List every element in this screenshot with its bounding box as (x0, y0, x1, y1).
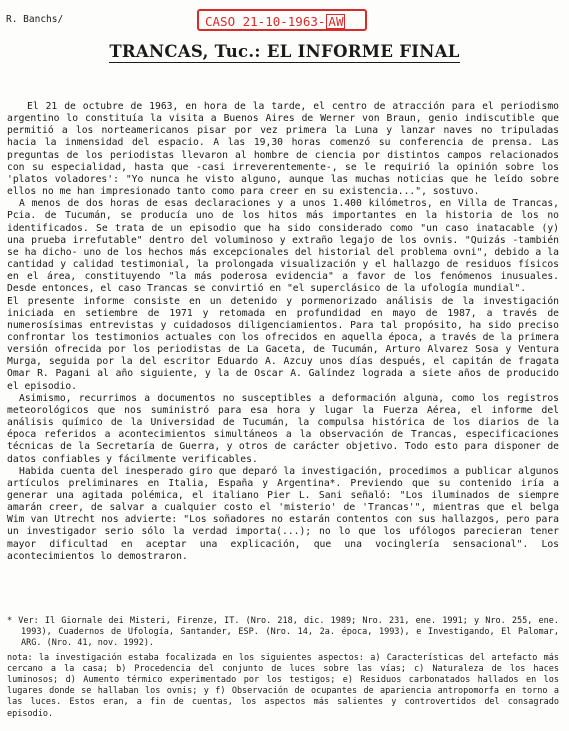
body-paragraph: El 21 de octubre de 1963, en hora de la tarde, el centro de atracción para el periodismo argentino lo constituía la visita a Buenos Aires de Werner von Braun, genio indiscutible que permitió a los norteamericanos pisar por vez primera la Luna y lanzar naves no tripuladas hacia la inmensidad del espacio. A las 19,30 horas comenzó su conferencia de prensa. Las preguntas de los periodistas llevaron al hombre de ciencia por distintos campos relacionados con su especialidad, hasta que -casi irreverentemente-, se le requirió la opinión sobre los 'platos voladores': "Yo nunca he visto alguno, aunque las muchas noticias que he leído sobre ellos no me han impresionado tanto como para creer en su existencia...", sostuvo. (7, 101, 559, 198)
document-title-text: TRANCAS, Tuc.: EL INFORME FINAL (109, 42, 460, 61)
document-body (7, 101, 559, 563)
footnote-note: nota: la investigación estaba focalizada en los siguientes aspectos: a) Características del artefacto más cercano a la casa; b) Procedencia del conjunto de luces sobre las vías; c) Naturaleza de los haces luminosos; d) Aumento térmico experimentado por los testigos; e) Residuos carbonatados hallados en los lugares donde se hallaban los ovnis; y f) Observación de ocupantes de apariencia antropomorfa en torno a las luces. Estos eran, a fin de cuentas, los aspectos más salientes y controvertidos del consagrado episodio. (7, 652, 559, 719)
case-stamp-text: CASO 21-10-1963- (205, 14, 326, 29)
body-paragraph: A menos de dos horas de esas declaraciones y a unos 1.400 kilómetros, en Villa de Trancas, Pcia. de Tucumán, se producía uno de los hitos más importantes en la historia de los no identificados. Se trata de un episodio que ha sido considerado como "un caso inatacable (y) una prueba irrefutable" dentro del voluminoso y extraño legajo de los ovnis. "Quizás -también se ha dicho- uno de los hechos más excepcionales del historial del problema ovni", debido a la cantidad y calidad testimonial, la prolongada visualización y el hallazgo de residuos físicos en el área, constituyendo "la más poderosa evidencia" a favor de los fenómenos inusuales. Desde entonces, el caso Trancas se convirtió en "el superclásico de la ufología mundial". (7, 198, 559, 295)
body-paragraph: Asimismo, recurrimos a documentos no susceptibles a deformación alguna, como los registros meteorológicos que nos suministró para esa hora y lugar la Fuerza Aérea, el informe del análisis químico de la Universidad de Tucumán, la compulsa histórica de los diarios de la época referidos a acontecimientos simultáneos a la observación de Trancas, especificaciones técnicas de la Secretaría de Guerra, y otros de carácter objetivo. Todo esto para disponer de datos confiables y fácilmente verificables. (7, 392, 559, 465)
case-stamp-code: AW (328, 14, 344, 29)
author-initials: R. Banchs/ (6, 14, 64, 25)
body-paragraph: El presente informe consiste en un detenido y pormenorizado análisis de la investigación iniciada en setiembre de 1971 y retomada en profundidad en mayo de 1987, a través de numerosísimas entrevistas y cuidadosos diligenciamientos. Para tal propósito, ha sido preciso confrontar los testimonios actuales con los ofrecidos en aquella época, a través de la primera versión ofrecida por los periodistas de La Gaceta, de Tucumán, Arturo Alvarez Sosa y Ventura Murga, seguida por la del escritor Eduardo A. Azcuy unos días después, el capitán de fragata Omar R. Pagani al año siguiente, y la de Oscar A. Galíndez lograda a siete años de producido el episodio. (7, 295, 559, 392)
footnotes (7, 616, 559, 720)
case-stamp (197, 9, 367, 31)
document-title (0, 42, 569, 61)
footnote-sources: * Ver: Il Giornale dei Misteri, Firenze, IT. (Nro. 218, dic. 1989; Nro. 231, ene. 1991; y Nro. 255, ene. 1993), Cuadernos de Ufología, Santander, ESP. (Nro. 14, 2a. época, 1993), e Investigando, El Palomar, ARG. (Nro. 41, nov. 1992). (7, 616, 559, 649)
body-paragraph: Habida cuenta del inesperado giro que deparó la investigación, procedimos a publicar algunos artículos preliminares en Italia, España y Argentina*. Previendo que su contenido iría a generar una agitada polémica, el italiano Pier L. Sani señaló: "Los iluminados de siempre amarán creer, de salvar a cualquier costo el 'misterio' de 'Trancas'", mientras que el belga Wim van Utrecht nos advierte: "Los soñadores no estarán contentos con sus hallazgos, pero para un investigador serio sólo la verdad importa(...); no lo que los ufólogos parecieran tener mayor dificultad en aceptar una explicación, que una vocinglería sensacional". Los acontecimientos lo demostraron. (7, 465, 559, 562)
